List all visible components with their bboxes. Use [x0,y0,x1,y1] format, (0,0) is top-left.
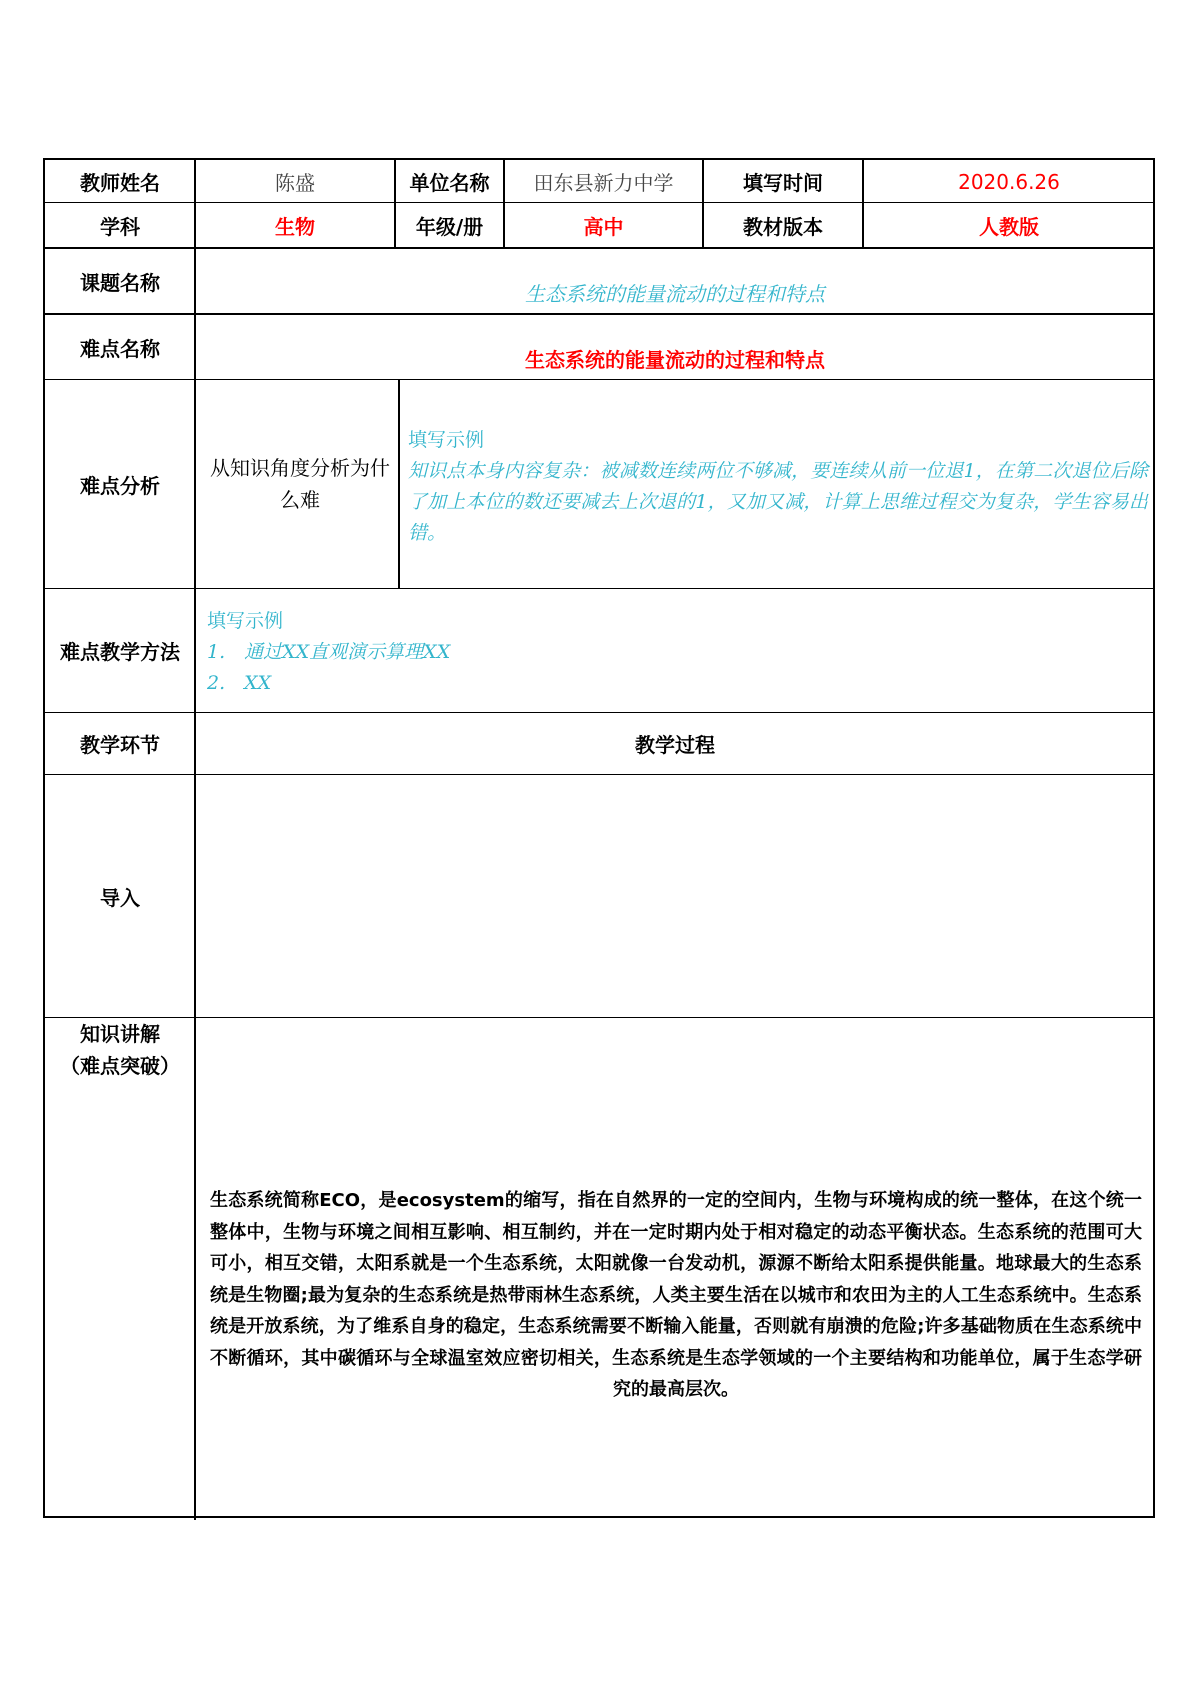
row-divider [45,247,1153,249]
fill-time-label: 填写时间 [743,171,823,195]
grade-label: 年级/册 [415,214,484,239]
edition-value: 人教版 [979,214,1039,239]
process-label: 教学环节 [80,733,160,757]
teacher-name-label: 教师姓名 [80,171,160,195]
subject-label: 学科 [100,214,140,239]
difficulty-label: 难点名称 [80,336,160,361]
method-item: 1. 通过XX直观演示算理XX [207,641,451,663]
analysis-example-text: 知识点本身内容复杂：被减数连续两位不够减，要连续从前一位退1，在第二次退位后除了加上本位的数还要减去上次退的1，又加又减，计算上思维过程交为复杂，学生容易出错。 [408,460,1148,544]
method-example-title: 填写示例 [207,610,284,632]
row-divider [45,1017,1153,1018]
intro-content [195,775,1155,1017]
process-value: 教学过程 [635,733,715,757]
difficulty-value: 生态系统的能量流动的过程和特点 [525,347,825,372]
teacher-name-value: 陈盛 [275,171,315,195]
analysis-example-title: 填写示例 [408,429,485,451]
subject-value: 生物 [275,214,315,239]
knowledge-label-line2: （难点突破） [60,1054,180,1078]
method-item: 2. XX [207,672,272,694]
topic-label: 课题名称 [80,270,160,295]
method-example [207,606,1107,699]
row-divider [45,588,1153,589]
unit-name-label: 单位名称 [409,171,490,195]
col-divider [398,379,400,588]
intro-label: 导入 [100,885,140,910]
fill-time-value: 2020.6.26 [958,169,1060,194]
method-label: 难点教学方法 [60,640,180,664]
row-divider [45,313,1153,315]
grade-value: 高中 [583,214,624,239]
knowledge-label [45,1018,195,1082]
analysis-label: 难点分析 [80,473,160,498]
lesson-plan-table [43,158,1155,1518]
knowledge-label-line1: 知识讲解 [80,1022,160,1046]
analysis-sub-label: 从知识角度分析为什么难 [210,456,390,512]
analysis-example [408,425,1148,549]
unit-name-value: 田东县新力中学 [533,171,674,195]
topic-value: 生态系统的能量流动的过程和特点 [525,281,825,306]
knowledge-text: 生态系统简称ECO，是ecosystem的缩写，指在自然界的一定的空间内，生物与环境构成的统一整体，在这个统一整体中，生物与环境之间相互影响、相互制约，并在一定时期内处于相对稳定的动态平衡状态。生态系统的范围可大可小，相互交错，太阳系就是一个生态系统，太阳就像一台发动机，源源不断给太阳系提供能量。地球最大的生态系统是生物圈;最为复杂的生态系统是热带雨林生态系统，人类主要生活在以城市和农田为主的人工生态系统中。生态系统是开放系统，为了维系自身的稳定，生态系统需要不断输入能量，否则就有崩溃的危险;许多基础物质在生态系统中不断循环，其中碳循环与全球温室效应密切相关，生态系统是生态学领域的一个主要结构和功能单位，属于生态学研究的最高层次。 [210,1190,1142,1400]
edition-label: 教材版本 [743,214,823,239]
